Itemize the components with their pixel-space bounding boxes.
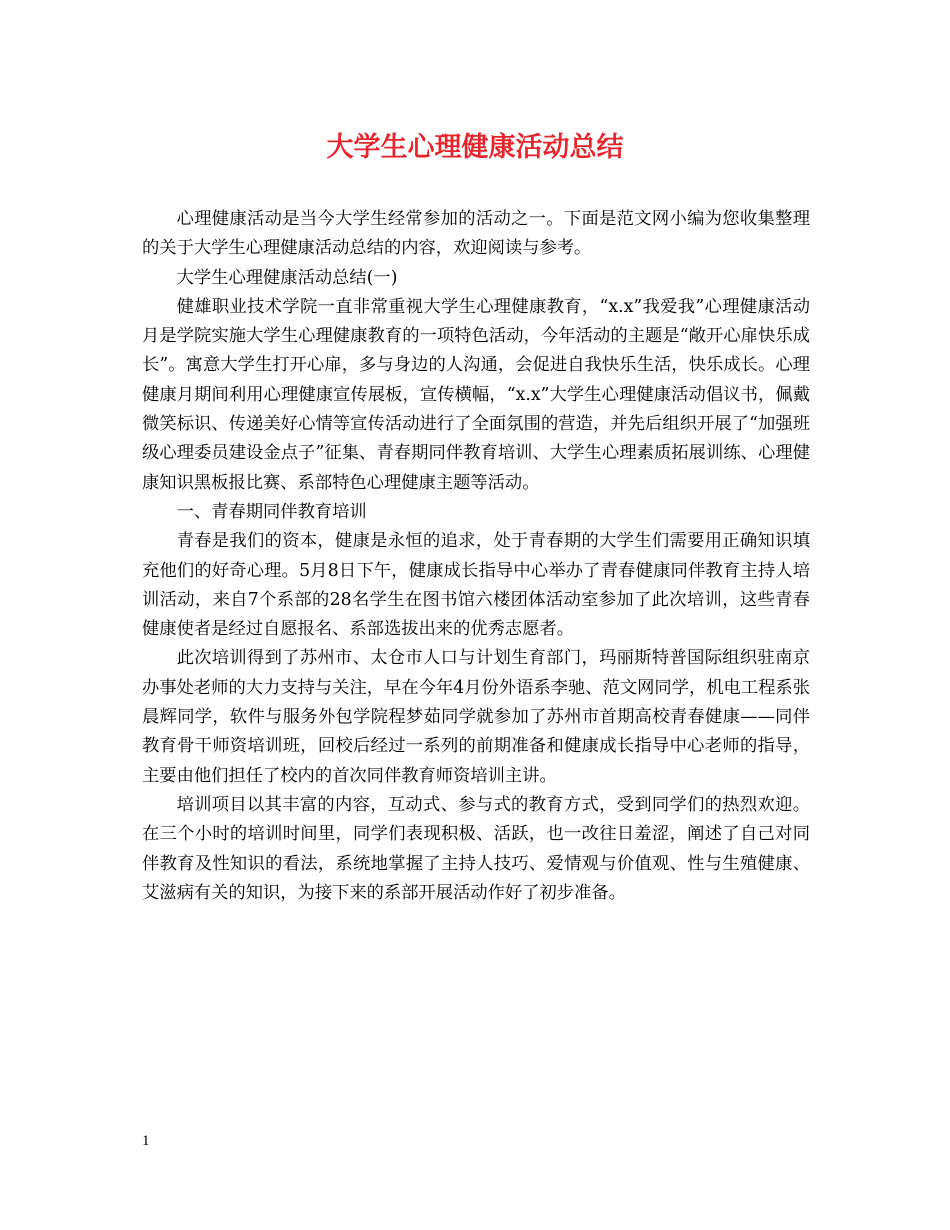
subsection-heading: 一、青春期同伴教育培训 [176,501,367,522]
document-title: 大学生心理健康活动总结 [326,132,624,163]
body-paragraph: 青春是我们的资本，健康是永恒的追求，处于青春期的大学生们需要用正确知识填充他们的好奇心理。5月8日下午，健康成长指导中心举办了青春健康同伴教育主持人培训活动，来自7个系部的28名学生在图书馆六楼团体活动室参加了此次培训，这些青春健康使者是经过自愿报名、系部选拔出来的优秀志愿者。 [142,531,810,640]
body-paragraph: 此次培训得到了苏州市、太仓市人口与计划生育部门，玛丽斯特普国际组织驻南京办事处老师的大力支持与关注，早在今年4月份外语系李驰、范文网同学，机电工程系张晨辉同学，软件与服务外包学院程梦茹同学就参加了苏州市首期高校青春健康——同伴教育骨干师资培训班，回校后经过一系列的前期准备和健康成长指导中心老师的指导，主要由他们担任了校内的首次同伴教育师资培训主讲。 [142,648,810,786]
body-paragraph: 健雄职业技术学院一直非常重视大学生心理健康教育，“x.x”我爱我”心理健康活动月是学院实施大学生心理健康教育的一项特色活动，今年活动的主题是“敞开心扉快乐成长”。寓意大学生打开心扉，多与身边的人沟通，会促进自我快乐生活，快乐成长。心理健康月期间利用心理健康宣传展板，宣传横幅，“x.x”大学生心理健康活动倡议书，佩戴微笑标识、传递美好心情等宣传活动进行了全面氛围的营造，并先后组织开展了“加强班级心理委员建设金点子”征集、青春期同伴教育培训、大学生心理素质拓展训练、心理健康知识黑板报比赛、系部特色心理健康主题等活动。 [142,296,810,493]
section-heading: 大学生心理健康活动总结(一) [176,267,398,288]
page-number: 1 [142,1133,150,1149]
intro-paragraph: 心理健康活动是当今大学生经常参加的活动之一。下面是范文网小编为您收集整理的关于大学生心理健康活动总结的内容，欢迎阅读与参考。 [142,209,810,259]
body-paragraph: 培训项目以其丰富的内容，互动式、参与式的教育方式，受到同学们的热烈欢迎。在三个小时的培训时间里，同学们表现积极、活跃，也一改往日羞涩，阐述了自己对同伴教育及性知识的看法，系统地掌握了主持人技巧、爱情观与价值观、性与生殖健康、艾滋病有关的知识，为接下来的系部开展活动作好了初步准备。 [142,794,810,903]
document-body [142,205,810,908]
